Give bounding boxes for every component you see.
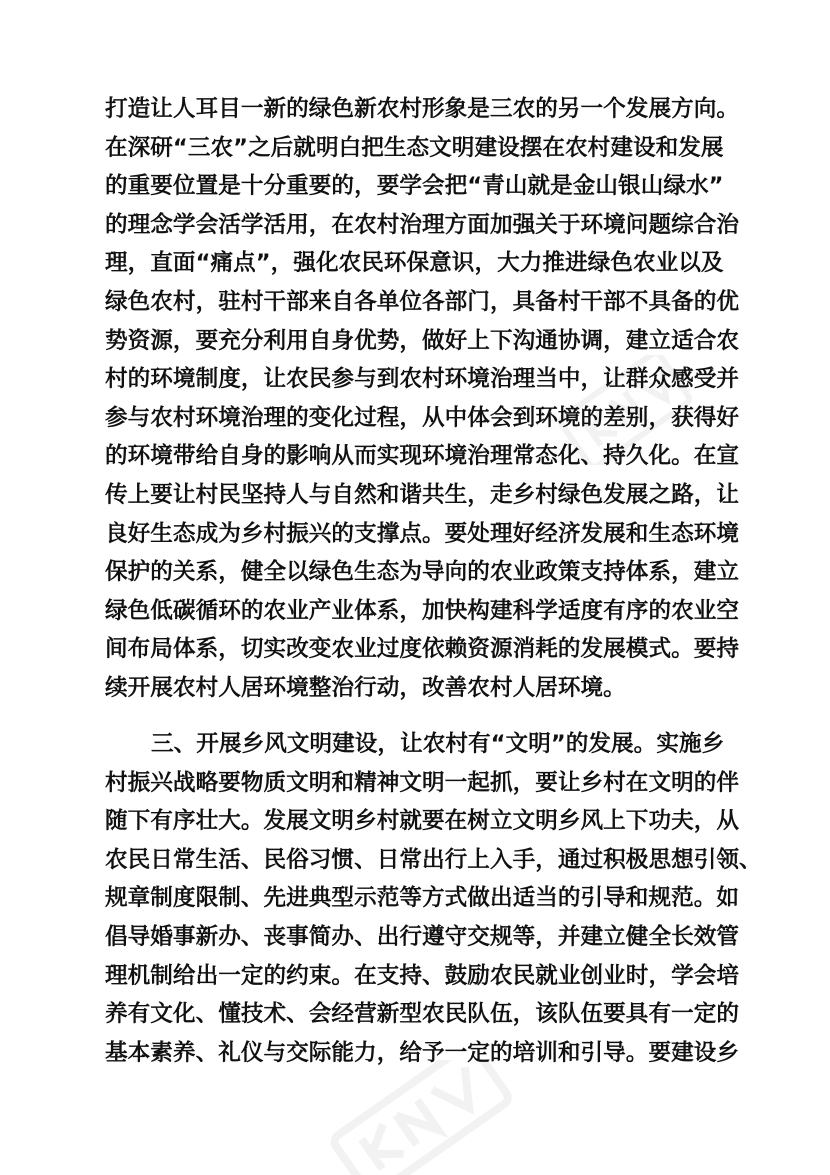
text-line: 绿色低碳循环的农业产业体系，加快构建科学适度有序的农业空 (105, 597, 740, 624)
text-line: 的理念学会活学活用，在农村治理方面加强关于环境问题综合治 (105, 211, 740, 238)
text-line: 间布局体系，切实改变农业过度依赖资源消耗的发展模式。要持 (105, 636, 740, 663)
text-line: 随下有序壮大。发展文明乡村就要在树立文明乡风上下功夫，从 (105, 808, 740, 835)
text-line: 理机制给出一定的约束。在支持、鼓励农民就业创业时，学会培 (105, 962, 740, 989)
paragraph-1 (105, 90, 740, 708)
text-line: 规章制度限制、先进典型示范等方式做出适当的引导和规范。如 (105, 885, 740, 912)
text-line: 续开展农村人居环境整治行动，改善农村人居环境。 (105, 674, 626, 701)
text-line: 绿色农村，驻村干部来自各单位各部门，具备村干部不具备的优 (105, 288, 740, 315)
text-line: 参与农村环境治理的变化过程，从中体会到环境的差别，获得好 (105, 404, 740, 431)
text-line: 的重要位置是十分重要的，要学会把“青山就是金山银山绿水” (105, 173, 724, 200)
text-line: 打造让人耳目一新的绿色新农村形象是三农的另一个发展方向。 (105, 96, 740, 122)
text-line: 良好生态成为乡村振兴的支撑点。要处理好经济发展和生态环境 (105, 520, 740, 547)
watermark-logo-icon (320, 1060, 520, 1175)
text-line: 养有文化、懂技术、会经营新型农民队伍，该队伍要具有一定的 (105, 1001, 740, 1028)
paragraph-2 (105, 725, 762, 1072)
text-line: 理，直面“痛点”，强化农民环保意识，大力推进绿色农业以及 (105, 250, 724, 277)
text-line: 的环境带给自身的影响从而实现环境治理常态化、持久化。在宣 (105, 443, 740, 470)
text-line: 村的环境制度，让农民参与到农村环境治理当中，让群众感受并 (105, 366, 740, 393)
text-line: 农民日常生活、民俗习惯、日常出行上入手，通过积极思想引领、 (105, 846, 762, 873)
text-line: 传上要让村民坚持人与自然和谐共生，走乡村绿色发展之路，让 (105, 481, 740, 508)
text-line: 三、开展乡风文明建设，让农村有“文明”的发展。实施乡 (151, 731, 725, 757)
text-line: 在深研“三农”之后就明白把生态文明建设摆在农村建设和发展 (105, 134, 724, 161)
text-line: 倡导婚事新办、丧事简办、出行遵守交规等，并建立健全长效管 (105, 923, 740, 950)
text-line: 村振兴战略要物质文明和精神文明一起抓，要让乡村在文明的伴 (105, 769, 740, 796)
text-line: 保护的关系，健全以绿色生态为导向的农业政策支持体系，建立 (105, 559, 740, 586)
text-line: 基本素养、礼仪与交际能力，给予一定的培训和引导。要建设乡 (105, 1039, 740, 1066)
text-line: 势资源，要充分利用自身优势，做好上下沟通协调，建立适合农 (105, 327, 740, 354)
